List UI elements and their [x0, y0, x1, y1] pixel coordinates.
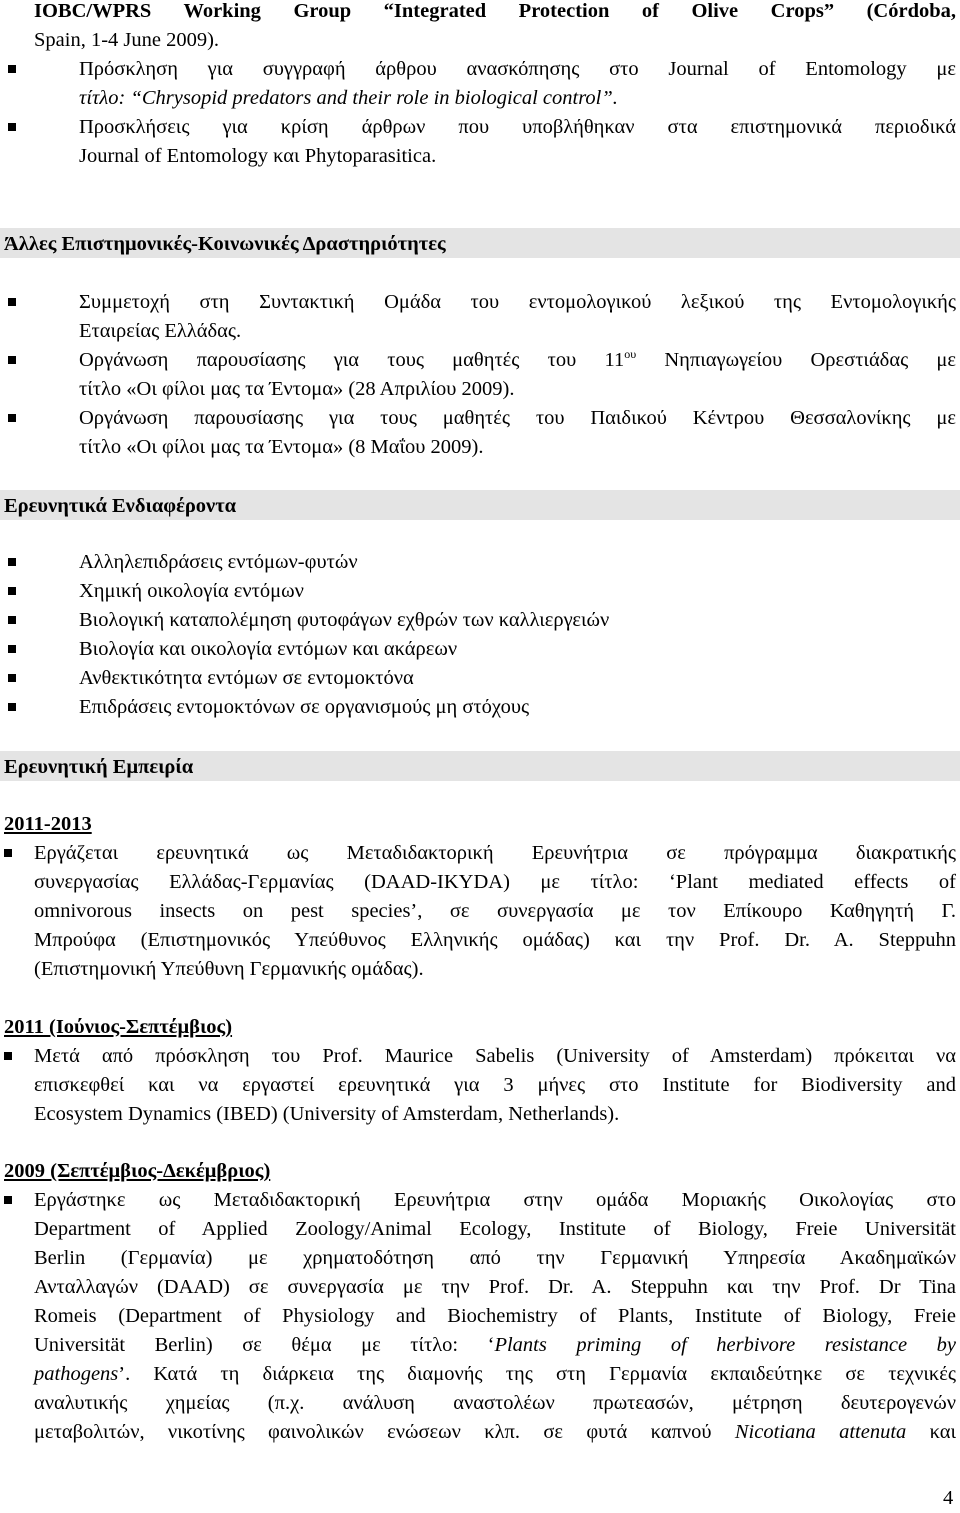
ordinal-suffix: ου: [624, 347, 637, 362]
bullet-icon: [4, 1052, 12, 1060]
experience-entry: [34, 1186, 956, 1447]
list-item: Αλληλεπιδράσεις εντόμων-φυτών: [79, 548, 956, 577]
bullet-icon: [4, 849, 12, 857]
list-item: [79, 404, 956, 462]
period-heading: 2011-2013: [4, 813, 92, 835]
text-line-1: IOBC/WPRS Working Group “Integrated Protection of Olive Crops” (Córdoba,: [34, 0, 956, 22]
text-line: Εταιρείας Ελλάδας.: [79, 320, 242, 342]
text-line: τίτλο «Οι φίλοι μας τα Έντομα» (8 Μαΐου 2009).: [79, 436, 484, 458]
section-heading-research-experience: Ερευνητική Εμπειρία: [0, 751, 960, 781]
workshop-entry: [34, 0, 956, 55]
text-line: [34, 0, 956, 26]
research-interests-list: [79, 548, 956, 722]
text-line: Οργάνωση παρουσίασης για τους μαθητές του $11^{o\upsilon}$ Νηπιαγωγείου Ορεστιάδας με: [79, 347, 957, 371]
bullet-icon: [8, 645, 16, 653]
experience-entry: [34, 839, 956, 984]
list-item: [79, 346, 956, 404]
section-heading-research-interests: Ερευνητικά Ενδιαφέροντα: [0, 490, 960, 520]
list-item: [79, 288, 956, 346]
text-line: συνεργασίας Ελλάδας-Γερμανίας (DAAD-IKYDA) με τίτλο: ‘Plant mediated effects of: [34, 871, 956, 893]
text-line: pathogens’. Κατά τη διάρκεια της διαμονής της στη Γερμανία εκπαιδεύτηκε σε τεχνικές: [34, 1363, 956, 1385]
text-line: Εργάζεται ερευνητικά ως Μεταδιδακτορική Ερευνήτρια σε πρόγραμμα διακρατικής: [34, 842, 956, 864]
bullet-icon: [8, 298, 16, 306]
list-item: Ανθεκτικότητα εντόμων σε εντομοκτόνα: [79, 664, 956, 693]
text-line: τίτλο: “Chrysopid predators and their role in biological control”.: [79, 87, 618, 109]
title-italic: pathogens: [34, 1363, 119, 1385]
text-line: Berlin (Γερμανία) με χρηματοδότηση από την Γερμανική Υπηρεσία Ακαδημαϊκών: [34, 1247, 956, 1269]
text-line-2: Spain, 1-4 June 2009).: [34, 29, 220, 51]
bullet-icon: [8, 414, 16, 422]
text-line: επισκεφθεί και να εργαστεί ερευνητικά για 3 μήνες στο Institute for Biodiversity and: [34, 1074, 956, 1096]
list-item: [79, 55, 956, 113]
text-line: Romeis (Department of Physiology and Biochemistry of Plants, Institute of Biology, Freie: [34, 1305, 956, 1327]
list-item: Χημική οικολογία εντόμων: [79, 577, 956, 606]
text-line: αναλυτικής χημείας (π.χ. ανάλυση αναστολέων πρωτεασών, μέτρηση δευτερογενών: [34, 1392, 956, 1414]
title-italic: Plants priming of herbivore resistance by: [494, 1334, 957, 1356]
text-line: Ανταλλαγών (DAAD) σε συνεργασία με την Prof. Dr. A. Steppuhn και την Prof. Dr Tina: [34, 1276, 956, 1298]
text-line: Πρόσκληση για συγγραφή άρθρου ανασκόπησης στο Journal of Entomology με: [79, 58, 956, 80]
section-heading-other-activities: Άλλες Επιστημονικές-Κοινωνικές Δραστηριότητες: [0, 228, 960, 258]
text-line: (Επιστημονική Υπεύθυνη Γερμανικής ομάδας).: [34, 958, 424, 980]
text-line: Συμμετοχή στη Συντακτική Ομάδα του εντομολογικού λεξικού της Εντομολογικής: [79, 291, 956, 313]
text-line: Εργάστηκε ως Μεταδιδακτορική Ερευνήτρια στην ομάδα Μοριακής Οικολογίας στο: [34, 1189, 956, 1211]
period-heading: 2009 (Σεπτέμβιος-Δεκέμβριος): [4, 1160, 271, 1182]
species-name: Nicotiana attenuta: [734, 1421, 907, 1443]
bullet-icon: [8, 587, 16, 595]
list-item: Βιολογία και οικολογία εντόμων και ακάρεων: [79, 635, 956, 664]
bullet-icon: [8, 616, 16, 624]
list-item: Επιδράσεις εντομοκτόνων σε οργανισμούς μη στόχους: [79, 693, 956, 722]
text-line: Universität Berlin) σε θέμα με τίτλο: ‘Plants priming of herbivore resistance by: [34, 1334, 957, 1356]
bullet-icon: [8, 703, 16, 711]
experience-entry: [34, 1042, 956, 1129]
bullet-icon: [8, 65, 16, 73]
text-line: Department of Applied Zoology/Animal Ecology, Institute of Biology, Freie Universität: [34, 1218, 956, 1240]
text-line: omnivorous insects on pest species’, σε συνεργασία με τον Επίκουρο Καθηγητή Γ.: [34, 900, 956, 922]
text-line: Journal of Entomology και Phytoparasitica.: [79, 145, 437, 167]
text-line: τίτλο «Οι φίλοι μας τα Έντομα» (28 Απριλίου 2009).: [79, 378, 515, 400]
page-number: 4: [943, 1487, 954, 1509]
text-line: μεταβολιτών, νικοτίνης φαινολικών ενώσεων κλπ. σε φυτά καπνού Nicotiana attenuta και: [34, 1421, 957, 1443]
text-line: Μετά από πρόσκληση του Prof. Maurice Sabelis (University of Amsterdam) πρόκειται να: [34, 1045, 956, 1067]
bullet-icon: [8, 356, 16, 364]
period-heading: 2011 (Ιούνιος-Σεπτέμβιος): [4, 1016, 233, 1038]
text-line: Μπρούφα (Επιστημονικός Υπεύθυνος Ελληνικής ομάδας) και την Prof. Dr. A. Steppuhn: [34, 929, 956, 951]
list-item: [79, 113, 956, 171]
text-line: Προσκλήσεις για κρίση άρθρων που υποβλήθηκαν στα επιστημονικά περιοδικά: [79, 116, 956, 138]
list-item: Βιολογική καταπολέμηση φυτοφάγων εχθρών των καλλιεργειών: [79, 606, 956, 635]
bullet-icon: [8, 558, 16, 566]
text-line: Οργάνωση παρουσίασης για τους μαθητές του Παιδικού Κέντρου Θεσσαλονίκης με: [79, 407, 956, 429]
bullet-icon: [4, 1196, 12, 1204]
bullet-icon: [8, 674, 16, 682]
text-line: Ecosystem Dynamics (IBED) (University of Amsterdam, Netherlands).: [34, 1103, 620, 1125]
bullet-icon: [8, 123, 16, 131]
